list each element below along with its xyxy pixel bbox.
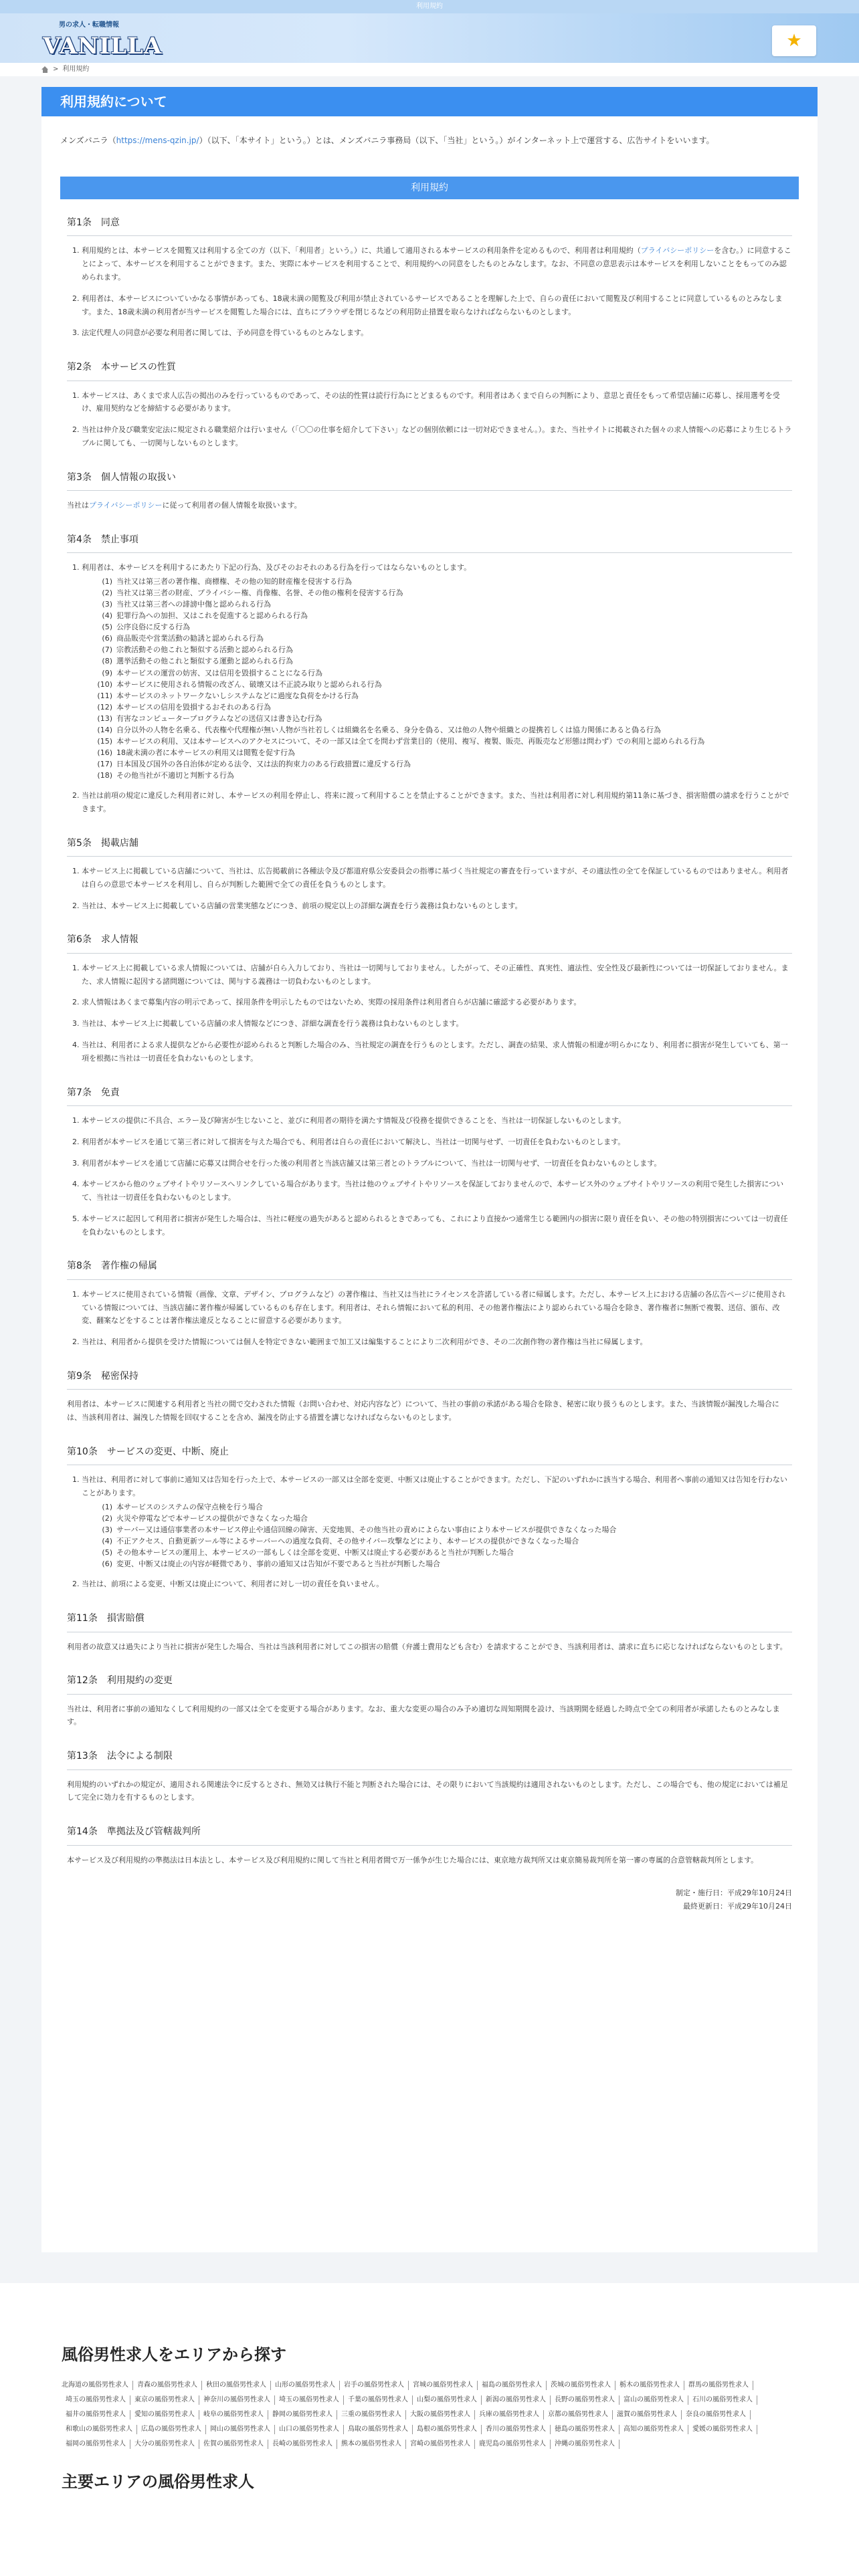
sub-item-text: 本サービスの運営の妨害、又は信用を毀損することになる行為 <box>116 668 322 677</box>
site-logo[interactable] <box>43 20 163 60</box>
terms-header: 利用規約 <box>60 177 799 199</box>
sub-item <box>92 747 792 758</box>
sub-item-number: (1) <box>102 1503 112 1512</box>
prefecture-link[interactable]: 愛媛の風俗男性求人 <box>688 2425 757 2434</box>
item-text: 本サービスに使用されている情報（画像、文章、デザイン、プログラムなど）の著作権は、当社又は当社にライセンスを許諾している者に帰属します。ただし、本サービス上における店舗の各広告ページに使用されている情報については、当該店舗に著作権が帰属しているものも存在します。利用者は、それら情報において私的利用、その他著作権法により認められている場合を除き、著作権者に無断で複製、送信、頒布、改変、翻案などをすることは著作権法違反となることに留意する必要があります。 <box>82 1289 786 1325</box>
paragraph-text: に従って利用者の個人情報を取扱います。 <box>162 501 302 510</box>
prefecture-link[interactable]: 徳島の風俗男性求人 <box>551 2425 619 2434</box>
sub-item-number: (5) <box>102 623 112 632</box>
article-list <box>67 1473 792 1591</box>
item-text: 当社は、前項による変更、中断又は廃止について、利用者に対し一切の責任を負いません。 <box>82 1580 384 1589</box>
article-item <box>82 899 792 913</box>
item-text: 当社は仲介及び職業安定法に規定される職業紹介は行いません（「〇〇の仕事を紹介して下さい」などの個別依頼には一切対応できません。）。また、当社サイトに掲載された個々の求人情報への応募により生じるトラブルに関しても、一切関与しないものとします。 <box>82 425 792 447</box>
item-text: 本サービス上に掲載している求人情報については、店舗が自ら入力しており、当社は一切関与しておりません。したがって、その正確性、真実性、適法性、安全性及び最新性については一切保証しておりません。また、求人情報に起因する諸問題については、関与する義務は一切負わないものとします。 <box>82 963 789 986</box>
prefecture-link[interactable]: 青森の風俗男性求人 <box>133 2381 202 2390</box>
article-paragraph: 当社は、利用者に事前の通知なくして利用規約の一部又は全てを変更する場合があります。なお、重大な変更の場合のみ予め適切な周知期間を設け、当該期間を経過した時点で全ての利用者が承諾したものとみなします。 <box>67 1704 780 1727</box>
item-text: を含む。）に同意することによって、本サービスを利用することができます。また、実際に本サービスを利用することで、利用規約への同意をしたものとみなします。なお、不同意の意思表示は本サービスを利用しないことをもってのみ認められます。 <box>82 246 791 282</box>
sub-item-number: (2) <box>102 1514 112 1523</box>
area-search-title: 風俗男性求人をエリアから探す <box>62 2345 286 2364</box>
prefecture-link[interactable]: 鳥取の風俗男性求人 <box>344 2425 413 2434</box>
article-title: 第3条 個人情報の取扱い <box>67 470 792 491</box>
favorite-button[interactable] <box>772 25 816 56</box>
prefecture-link[interactable]: 岡山の風俗男性求人 <box>206 2425 275 2434</box>
article-item <box>82 1212 792 1239</box>
sub-list <box>82 576 792 781</box>
top-bar <box>0 0 859 13</box>
sub-item-text: 商品販売や営業活動の勧誘と認められる行為 <box>116 634 264 643</box>
sub-item-number: (3) <box>102 1525 112 1535</box>
sub-item-number: (3) <box>102 600 112 609</box>
prefecture-link[interactable]: 兵庫の風俗男性求人 <box>475 2410 544 2420</box>
sub-item <box>92 644 792 655</box>
article-item <box>82 326 792 340</box>
sub-item <box>92 1524 792 1535</box>
intro-post: ）（以下、「本サイト」という。）とは、メンズバニラ事務局（以下、「当社」という。）がインターネット上で運営する、広告サイトをいいます。 <box>199 136 714 145</box>
article-title: 第14条 準拠法及び管轄裁判所 <box>67 1824 792 1845</box>
article-list <box>67 865 792 912</box>
sub-item <box>92 1513 792 1524</box>
sub-item-number: (5) <box>102 1548 112 1558</box>
prefecture-link[interactable]: 宮城の風俗男性求人 <box>409 2381 478 2390</box>
sub-item <box>92 621 792 633</box>
paragraph-text: 当社は <box>67 501 89 510</box>
article-list <box>67 244 792 340</box>
sub-item <box>92 690 792 702</box>
prefecture-link[interactable]: 三重の風俗男性求人 <box>337 2410 406 2420</box>
item-text: 本サービスに起因して利用者に損害が発生した場合は、当社に軽度の過失があると認められるときであっても、これにより直接かつ通常生じる範囲内の損害に限り責任を負い、その他の特別損害については一切責任を負わないものとします。 <box>82 1214 788 1237</box>
intro-text <box>41 116 818 177</box>
sub-item <box>92 758 792 770</box>
item-text: 当社は、利用者に対して事前に通知又は告知を行った上で、本サービスの一部又は全部を変更、中断又は廃止することができます。ただし、下記のいずれかに該当する場合、利用者へ事前の通知又は告知を行わないことがあります。 <box>82 1475 787 1498</box>
sub-item-number: (4) <box>102 1537 112 1546</box>
article-title: 第1条 同意 <box>67 215 792 236</box>
prefecture-link[interactable]: 千葉の風俗男性求人 <box>344 2395 413 2405</box>
top-bar-text: 利用規約 <box>416 3 443 10</box>
sub-item-text: 18歳未満の者に本サービスの利用又は閲覧を促す行為 <box>116 748 295 757</box>
article-title: 第10条 サービスの変更、中断、廃止 <box>67 1444 792 1465</box>
sub-item-number: (11) <box>97 691 112 700</box>
sub-item-text: 本サービスのシステムの保守点検を行う場合 <box>116 1503 263 1512</box>
article <box>67 1824 792 1866</box>
article-item <box>82 962 792 988</box>
prefecture-link[interactable]: 高知の風俗男性求人 <box>619 2425 688 2434</box>
sub-item-number: (17) <box>97 759 112 768</box>
sub-item-text: 当社又は第三者への誹謗中傷と認められる行為 <box>116 600 271 609</box>
sub-item-text: 犯罪行為への加担、又はこれを促進すると認められる行為 <box>116 611 308 621</box>
article-title: 第2条 本サービスの性質 <box>67 360 792 381</box>
sub-item <box>92 1501 792 1513</box>
sub-item-text: 本サービスの利用、又は本サービスへのアクセスについて、その一部又は全てを問わず営業目的（使用、複写、複製、販売、再販売など形態は問わず）での利用と認められる行為 <box>116 736 705 746</box>
article-item <box>82 789 792 816</box>
sub-item <box>92 736 792 747</box>
sub-item-text: 選挙活動その他これと類似する運動と認められる行為 <box>116 657 293 666</box>
sub-item-text: 有害なコンピュータープログラムなどの送信又は書き込む行為 <box>116 714 322 723</box>
sub-item-text: その他当社が不適切と判断する行為 <box>116 770 234 780</box>
prefecture-link[interactable]: 京都の風俗男性求人 <box>544 2410 613 2420</box>
sub-item <box>92 713 792 724</box>
prefecture-link[interactable]: 栃木の風俗男性求人 <box>615 2381 684 2390</box>
home-icon[interactable] <box>41 66 49 73</box>
logo-word: VANILLA <box>43 33 163 60</box>
article-title: 第5条 掲載店舗 <box>67 836 792 857</box>
main-area-title: 主要エリアの風俗男性求人 <box>62 2472 254 2492</box>
article <box>67 1259 792 1349</box>
sub-item-text: 変更、中断又は廃止の内容が軽微であり、事前の通知又は告知が不要であると当社が判断した場合 <box>116 1560 440 1569</box>
article-title: 第6条 求人情報 <box>67 932 792 953</box>
article-title: 第7条 免責 <box>67 1085 792 1106</box>
prefecture-link[interactable]: 大分の風俗男性求人 <box>130 2440 199 2449</box>
article-paragraph: 利用者は、本サービスに関連する利用者と当社の間で交わされた情報（お問い合わせ、対応内容など）について、当社の事前の承諾がある場合を除き、秘密に取り扱うものとします。また、当該情報が漏洩した場合には、当該利用者は、漏洩した情報を回収することを含め、漏洩を防止する措置を講じなければならないものとします。 <box>67 1400 779 1422</box>
article-item <box>82 1017 792 1031</box>
item-text: 本サービスの提供に不具合、エラー及び障害が生じないこと、並びに利用者の期待を満たす情報及び役務を提供できることを、当社は一切保証しないものとします。 <box>82 1115 626 1125</box>
item-text: 当社は、本サービス上に掲載している店舗の営業実態などにつき、前項の規定以上の詳細な調査を行う義務は負わないものとします。 <box>82 901 522 910</box>
prefecture-link[interactable]: 新潟の風俗男性求人 <box>482 2395 551 2405</box>
article <box>67 532 792 816</box>
sub-item-text: 本サービスのネットワークないしシステムなどに過度な負荷をかける行為 <box>116 691 359 700</box>
sub-item-number: (13) <box>97 714 112 723</box>
sub-item <box>92 1558 792 1570</box>
prefecture-link[interactable]: 静岡の風俗男性求人 <box>268 2410 337 2420</box>
article-item <box>82 1178 792 1204</box>
page-title: 利用規約について <box>41 87 818 116</box>
sub-item <box>92 770 792 781</box>
prefecture-link[interactable]: 埼玉の風俗男性求人 <box>62 2395 130 2405</box>
item-text: 当社は、利用者による求人提供などから必要性が認められると判断した場合のみ、当社規定の調査を行うものとします。ただし、調査の結果、求人情報の相違が明らかになり、利用者に損害が発生していても、第一項を根拠に当社は一切責任を負わないものとします。 <box>82 1040 788 1063</box>
article <box>67 1369 792 1424</box>
prefecture-link[interactable]: 島根の風俗男性求人 <box>413 2425 482 2434</box>
sub-item-text: サーバー又は通信事業者の本サービス停止や通信回線の障害、天変地異、その他当社の責めによらない事由により本サービスが提供できなくなった場合 <box>116 1525 617 1535</box>
item-text: 当社は、利用者から提供を受けた情報については個人を特定できない範囲まで加工又は編集することにより二次利用ができ、その二次創作物の著作権は当社に帰属します。 <box>82 1337 648 1347</box>
article-item <box>82 244 792 284</box>
article-title: 第11条 損害賠償 <box>67 1611 792 1632</box>
sub-item-text: 不正アクセス、自動更新ツール等によるサーバーへの過度な負荷、その他サイバー攻撃などにより、本サービスの提供ができなくなった場合 <box>116 1537 579 1546</box>
terms-body <box>41 199 818 1866</box>
sub-item <box>92 702 792 713</box>
sub-item-text: 宗教活動その他これと類似する活動と認められる行為 <box>116 645 293 655</box>
prefecture-link[interactable]: 埼玉の風俗男性求人 <box>275 2395 344 2405</box>
established-date: 制定・施行日：平成29年10月24日 <box>676 1889 792 1898</box>
article <box>67 215 792 340</box>
article-item <box>82 1114 792 1128</box>
prefecture-link[interactable]: 奈良の風俗男性求人 <box>682 2410 751 2420</box>
dates <box>41 1887 818 1913</box>
item-text: 利用者は、本サービスを利用するにあたり下記の行為、及びそのおそれのある行為を行ってはならないものとします。 <box>82 563 472 572</box>
article-item <box>82 389 792 416</box>
sub-item-text: 本サービスに使用される情報の改ざん、破壊又は不正読み取りと認められる行為 <box>116 679 382 689</box>
sub-item <box>92 633 792 644</box>
sub-item-number: (6) <box>102 634 112 643</box>
prefecture-link[interactable]: 富山の風俗男性求人 <box>619 2395 688 2405</box>
breadcrumb <box>0 63 859 76</box>
sub-item <box>92 655 792 667</box>
item-text: 当社は、本サービス上に掲載している店舗の求人情報などにつき、詳細な調査を行う義務は負わないものとします。 <box>82 1019 464 1029</box>
sub-item <box>92 667 792 679</box>
item-text: 利用者は、本サービスについていかなる事情があっても、18歳未満の閲覧及び利用が禁止されているサービスであることを理解した上で、自らの責任において閲覧及び利用することに同意しているものとみなします。また、18歳未満の利用者が当サービスを閲覧した場合には、直ちにブラウザを閉じるなどの利用防止措置を取らなければならないものとします。 <box>82 294 783 316</box>
site-url-link[interactable]: https://mens-qzin.jp/ <box>116 136 199 145</box>
article-title: 第8条 著作権の帰属 <box>67 1259 792 1279</box>
prefecture-link[interactable]: 石川の風俗男性求人 <box>688 2395 757 2405</box>
sub-item <box>92 724 792 736</box>
article-paragraph <box>67 499 792 512</box>
item-text: 利用規約とは、本サービスを閲覧又は利用する全ての方（以下、「利用者」という。）に、共通して適用される本サービスの利用条件を定めるもので、利用者は利用規約（ <box>82 246 641 255</box>
article-title: 第13条 法令による制限 <box>67 1749 792 1769</box>
prefecture-link[interactable]: 福岡の風俗男性求人 <box>62 2440 130 2449</box>
sub-item-number: (12) <box>97 702 112 712</box>
item-text: 法定代理人の同意が必要な利用者に関しては、予め同意を得ているものとみなします。 <box>82 328 369 338</box>
sub-item-number: (10) <box>97 679 112 689</box>
breadcrumb-separator: > <box>53 66 59 73</box>
content-area <box>0 76 859 2283</box>
sub-item-text: 本サービスの信用を毀損するおそれのある行為 <box>116 702 271 712</box>
sub-item-text: 当社又は第三者の財産、プライバシー権、肖像権、名誉、その他の権利を侵害する行為 <box>116 588 403 598</box>
sub-item-number: (8) <box>102 657 112 666</box>
article-list <box>67 561 792 815</box>
privacy-policy-link[interactable]: プライバシーポリシー <box>640 246 714 255</box>
prefecture-link[interactable]: 長野の風俗男性求人 <box>551 2395 619 2405</box>
sub-item-number: (2) <box>102 588 112 598</box>
article-title: 第4条 禁止事項 <box>67 532 792 553</box>
sub-item-text: 火災や停電などで本サービスの提供ができなくなった場合 <box>116 1514 308 1523</box>
sub-item-text: 当社又は第三者の著作権、商標権、その他の知的財産権を侵害する行為 <box>116 577 352 586</box>
sub-item <box>92 1535 792 1547</box>
prefecture-link[interactable]: 北海道の風俗男性求人 <box>62 2381 133 2390</box>
terms-card <box>41 87 818 2252</box>
article <box>67 1444 792 1591</box>
prefecture-link[interactable]: 山形の風俗男性求人 <box>271 2381 340 2390</box>
sub-item-number: (7) <box>102 645 112 655</box>
prefecture-link[interactable]: 和歌山の風俗男性求人 <box>62 2425 137 2434</box>
sub-item-number: (9) <box>102 668 112 677</box>
article <box>67 836 792 913</box>
article <box>67 1749 792 1804</box>
prefecture-link[interactable]: 宮崎の風俗男性求人 <box>406 2440 475 2449</box>
article-item <box>82 423 792 450</box>
prefecture-link[interactable]: 岩手の風俗男性求人 <box>340 2381 409 2390</box>
prefecture-link[interactable]: 鹿児島の風俗男性求人 <box>475 2440 551 2449</box>
updated-date: 最終更新日：平成29年10月24日 <box>683 1902 792 1911</box>
area-footer <box>0 2283 859 2576</box>
prefecture-link[interactable]: 山梨の風俗男性求人 <box>413 2395 482 2405</box>
sub-item-number: (14) <box>97 725 112 734</box>
article-item <box>82 561 792 781</box>
sub-item-text: 自分以外の人物を名乗る、代表権や代理権が無い人物が当社若しくは組織名を名乗る、身分を偽る、又は他の人物や組織との提携若しくは協力関係にあると偽る行為 <box>116 725 661 734</box>
article <box>67 470 792 512</box>
article <box>67 1611 792 1653</box>
sub-item-number: (18) <box>97 770 112 780</box>
sub-item <box>92 576 792 587</box>
article-paragraph: 利用者の故意又は過失により当社に損害が発生した場合、当社は当該利用者に対してこの損害の賠償（弁護士費用なども含む）を請求することができ、当該利用者は、請求に直ちに応じなければならないものとします。 <box>67 1642 787 1651</box>
item-text: 当社は前項の規定に違反した利用者に対し、本サービスの利用を停止し、将来に渡って利用することを禁止することができます。また、当社は利用者に対し利用規約第11条に基づき、損害賠償の請求を行うことができます。 <box>82 790 789 813</box>
article-item <box>82 292 792 319</box>
article-list <box>67 1114 792 1239</box>
prefecture-link[interactable]: 大阪の風俗男性求人 <box>406 2410 475 2420</box>
item-text: 利用者が本サービスを通じて店舗に応募又は問合せを行った後の利用者と当該店舗又は第三者とのトラブルについて、当社は一切関与せず、一切責任を負わないものとします。 <box>82 1158 662 1168</box>
prefecture-link[interactable]: 熊本の風俗男性求人 <box>337 2440 406 2449</box>
prefecture-link[interactable]: 愛知の風俗男性求人 <box>130 2410 199 2420</box>
star-icon: ★ <box>786 31 802 51</box>
sub-item-number: (16) <box>97 748 112 757</box>
logo-tagline: 男の求人・転職情報 <box>59 21 119 29</box>
prefecture-link[interactable]: 長崎の風俗男性求人 <box>268 2440 337 2449</box>
prefecture-link[interactable]: 東京の風俗男性求人 <box>130 2395 199 2405</box>
article-item <box>82 865 792 891</box>
article <box>67 360 792 450</box>
article-item <box>82 1473 792 1570</box>
article-item <box>82 1578 792 1591</box>
prefecture-link[interactable]: 滋賀の風俗男性求人 <box>613 2410 682 2420</box>
prefecture-link[interactable]: 群馬の風俗男性求人 <box>684 2381 753 2390</box>
sub-list <box>82 1501 792 1570</box>
item-text: 求人情報はあくまで募集内容の明示であって、採用条件を明示したものではないため、実際の採用条件は利用者自らが店舗に確認する必要があります。 <box>82 998 581 1007</box>
article-paragraph: 利用規約のいずれかの規定が、適用される関連法令に反するとされ、無効又は執行不能と判断された場合には、その限りにおいて当該規約は適用されないものとします。ただし、この場合でも、他の規定においては補足して完全に効力を有するものとします。 <box>67 1780 788 1802</box>
article-item <box>82 1335 792 1349</box>
prefecture-link[interactable]: 神奈川の風俗男性求人 <box>199 2395 275 2405</box>
sub-item-number: (4) <box>102 611 112 621</box>
article <box>67 932 792 1065</box>
prefecture-link[interactable]: 山口の風俗男性求人 <box>275 2425 344 2434</box>
article-title: 第12条 利用規約の変更 <box>67 1673 792 1694</box>
privacy-policy-link[interactable]: プライバシーポリシー <box>89 501 163 510</box>
article-item <box>82 1039 792 1065</box>
article-item <box>82 1136 792 1149</box>
prefecture-link[interactable]: 佐賀の風俗男性求人 <box>199 2440 268 2449</box>
item-text: 本サービスから他のウェブサイトやリソースへリンクしている場合があります。当社は他のウェブサイトやリソースを保証しておりませんので、本サービス外のウェブサイトやリソースの利用で発生した損害について、当社は一切責任を負わないものとします。 <box>82 1180 784 1202</box>
sub-item-number: (6) <box>102 1560 112 1569</box>
article-title: 第9条 秘密保持 <box>67 1369 792 1390</box>
sub-item-text: その他本サービスの運用上、本サービスの一部もしくは全部を変更、中断又は廃止する必要があると当社が判断した場合 <box>116 1548 514 1558</box>
prefecture-link[interactable]: 福井の風俗男性求人 <box>62 2410 130 2420</box>
article-item <box>82 1157 792 1170</box>
sub-item <box>92 1547 792 1558</box>
sub-item-text: 公序良俗に反する行為 <box>116 623 190 632</box>
sub-item <box>92 599 792 610</box>
article-list <box>67 962 792 1065</box>
article-item <box>82 1288 792 1327</box>
sub-item-text: 日本国及び国外の各自治体が定める法令、又は法的拘束力のある行政措置に違反する行為 <box>116 759 411 768</box>
article-list <box>67 389 792 450</box>
article <box>67 1085 792 1239</box>
article-list <box>67 1288 792 1349</box>
item-text: 本サービスは、あくまで求人広告の掲出のみを行っているものであって、その法的性質は読行行為にとどまるものです。利用者はあくまで自らの判断により、意思と責任をもって希望店舗に応募し、採用選考を受け、雇用契約などを締結する必要があります。 <box>82 391 780 413</box>
site-header <box>0 13 859 63</box>
prefecture-link[interactable]: 秋田の風俗男性求人 <box>202 2381 271 2390</box>
intro-pre: メンズバニラ（ <box>60 136 116 145</box>
sub-item-number: (15) <box>97 736 112 746</box>
item-text: 利用者が本サービスを通じて第三者に対して損害を与えた場合でも、利用者は自らの責任において解決し、当社は一切関与せず、一切責任を負わないものとします。 <box>82 1137 626 1146</box>
prefecture-link[interactable]: 香川の風俗男性求人 <box>482 2425 551 2434</box>
prefecture-link[interactable]: 福島の風俗男性求人 <box>478 2381 547 2390</box>
prefecture-links <box>62 2377 797 2450</box>
prefecture-link[interactable]: 広島の風俗男性求人 <box>137 2425 206 2434</box>
article <box>67 1673 792 1729</box>
article-paragraph: 本サービス及び利用規約の準拠法は日本法とし、本サービス及び利用規約に関して当社と利用者間で万一係争が生じた場合には、東京地方裁判所又は東京簡易裁判所を第一審の専属的合意管轄裁判所とします。 <box>67 1855 759 1864</box>
sub-item <box>92 610 792 621</box>
prefecture-link[interactable]: 沖縄の風俗男性求人 <box>551 2440 619 2449</box>
item-text: 本サービス上に掲載している店舗について、当社は、広告掲載前に各種法令及び都道府県公安委員会の指導に基づく当社規定の審査を行っていますが、その適法性の全てを保証しているものではありません。利用者は自らの意思で本サービスを利用し、自らが判断した範囲で全ての責任を負うものとします。 <box>82 866 789 889</box>
sub-item-number: (1) <box>102 577 112 586</box>
sub-item <box>92 587 792 599</box>
article-item <box>82 996 792 1009</box>
prefecture-link[interactable]: 茨城の風俗男性求人 <box>547 2381 615 2390</box>
prefecture-link[interactable]: 岐阜の風俗男性求人 <box>199 2410 268 2420</box>
sub-item <box>92 679 792 690</box>
breadcrumb-current: 利用規約 <box>62 66 90 73</box>
